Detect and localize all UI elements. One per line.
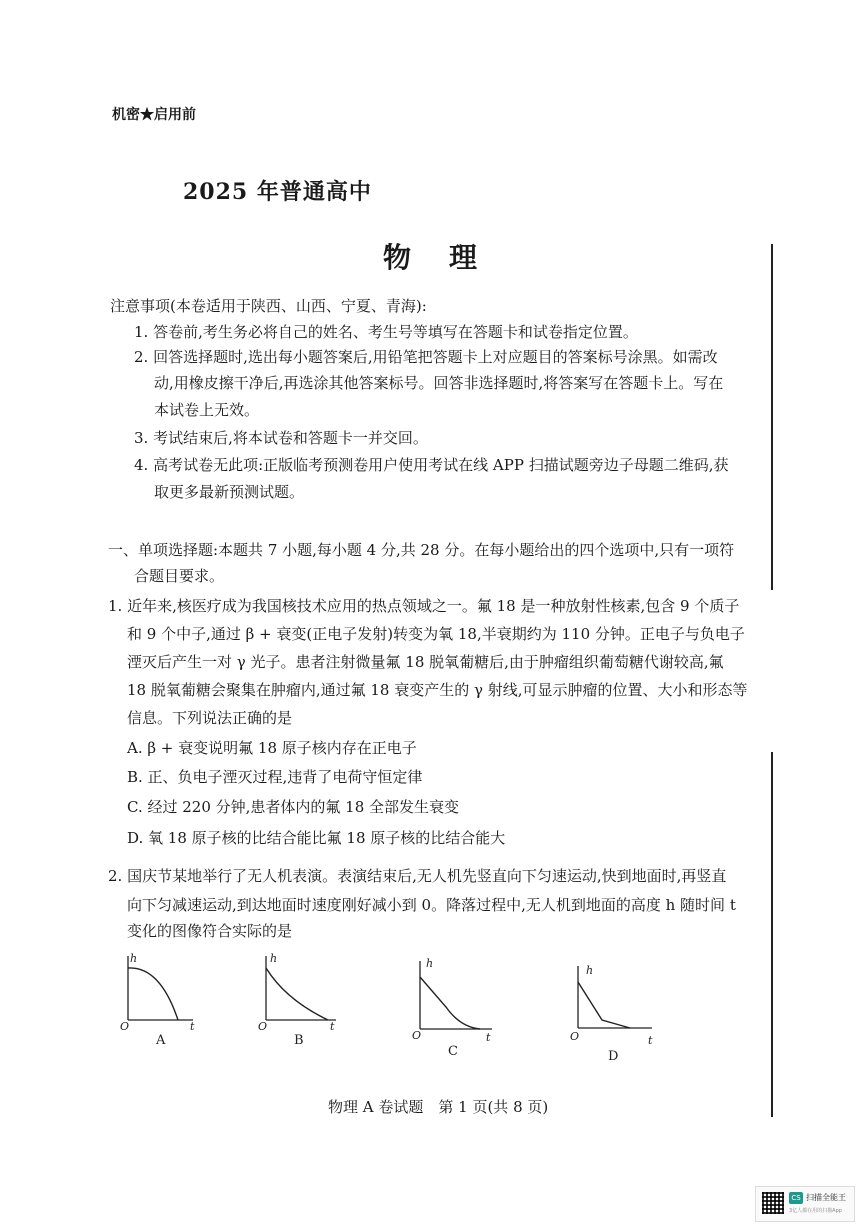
scanner-watermark: [755, 1186, 855, 1222]
graph-label: B: [294, 1033, 304, 1048]
graph-d: [568, 960, 663, 1069]
graph-a: [118, 950, 198, 1054]
graph-label: C: [448, 1044, 458, 1059]
note-line: 取更多最新预测试题。: [154, 483, 305, 501]
q1-stem-line: 湮灭后产生一对 γ 光子。患者注射微量氟 18 脱氧葡糖后,由于肿瘤组织葡萄糖代谢较高,氟: [127, 653, 724, 671]
y-axis-label: h: [270, 952, 278, 965]
q1-stem-line: 信息。下列说法正确的是: [127, 709, 293, 727]
x-axis-label: t: [486, 1031, 491, 1044]
q1-option-a: A. β + 衰变说明氟 18 原子核内存在正电子: [127, 739, 417, 757]
note-line: 1. 答卷前,考生务必将自己的姓名、考生号等填写在答题卡和试卷指定位置。: [134, 323, 638, 341]
page-footer: 物理 A 卷试题 第 1 页(共 8 页): [328, 1098, 549, 1116]
y-axis-label: h: [130, 952, 138, 965]
note-line: 4. 高考试卷无此项:正版临考预测卷用户使用考试在线 APP 扫描试题旁边子母题二维码,获: [134, 456, 729, 474]
section-heading-cont: 合题目要求。: [134, 567, 225, 585]
origin-label: O: [258, 1020, 268, 1033]
x-axis-label: t: [330, 1020, 335, 1033]
x-axis-label: t: [648, 1034, 653, 1047]
curve: [266, 968, 328, 1020]
note-line: 3. 考试结束后,将本试卷和答题卡一并交回。: [134, 429, 428, 447]
scan-edge-bar-top: [771, 244, 773, 590]
qr-code-icon: [762, 1192, 784, 1214]
exam-year-title: 2025 年普通高中: [183, 179, 372, 205]
curve: [578, 982, 630, 1028]
section-heading: 一、单项选择题:本题共 7 小题,每小题 4 分,共 28 分。在每小题给出的四个选项中,只有一项符: [108, 541, 735, 559]
graph-label: D: [608, 1049, 619, 1064]
camscanner-badge: CS: [789, 1192, 803, 1204]
origin-label: O: [120, 1020, 130, 1033]
graph-b: [256, 950, 346, 1054]
q1-option-b: B. 正、负电子湮灭过程,违背了电荷守恒定律: [127, 768, 423, 786]
q1-option-d: D. 氧 18 原子核的比结合能比氟 18 原子核的比结合能大: [127, 829, 506, 847]
origin-label: O: [570, 1030, 580, 1043]
scan-edge-bar-bottom: [771, 752, 773, 1117]
curve: [420, 977, 480, 1029]
q1-stem-line: 18 脱氧葡糖会聚集在肿瘤内,通过氟 18 衰变产生的 γ 射线,可显示肿瘤的位置、大小和形态等: [127, 681, 748, 699]
curve: [128, 968, 178, 1020]
x-axis-label: t: [190, 1020, 195, 1033]
graph-label: A: [156, 1033, 166, 1048]
note-line: 2. 回答选择题时,选出每小题答案后,用铅笔把答题卡上对应题目的答案标号涂黑。如需改: [134, 348, 718, 366]
y-axis-label: h: [426, 957, 434, 970]
origin-label: O: [412, 1029, 422, 1042]
subject-title: 物理: [383, 241, 516, 274]
q1-stem-line: 和 9 个中子,通过 β + 衰变(正电子发射)转变为氧 18,半衰期约为 110 分钟。正电子与负电子: [127, 625, 745, 643]
q1-option-c: C. 经过 220 分钟,患者体内的氟 18 全部发生衰变: [127, 798, 460, 816]
scanner-name: 扫描全能王: [806, 1193, 846, 1202]
graph-c: [410, 955, 500, 1064]
note-line: 本试卷上无效。: [154, 401, 260, 419]
note-line: 动,用橡皮擦干净后,再选涂其他答案标号。回答非选择题时,将答案写在答题卡上。写在: [154, 374, 724, 392]
confidential-label: 机密★启用前: [112, 107, 196, 123]
q2-stem-line: 2. 国庆节某地举行了无人机表演。表演结束后,无人机先竖直向下匀速运动,快到地面时,再竖直: [108, 867, 727, 885]
notes-title: 注意事项(本卷适用于陕西、山西、宁夏、青海):: [110, 297, 427, 315]
q2-stem-line: 向下匀减速运动,到达地面时速度刚好减小到 0。降落过程中,无人机到地面的高度 h 随时间 t: [127, 896, 736, 914]
q2-stem-line: 变化的图像符合实际的是: [127, 922, 293, 940]
q1-stem-line: 1. 近年来,核医疗成为我国核技术应用的热点领域之一。氟 18 是一种放射性核素,包含 9 个质子: [108, 597, 740, 615]
scanner-subtitle: 3亿人都在用的扫描App: [789, 1208, 842, 1214]
y-axis-label: h: [586, 964, 594, 977]
